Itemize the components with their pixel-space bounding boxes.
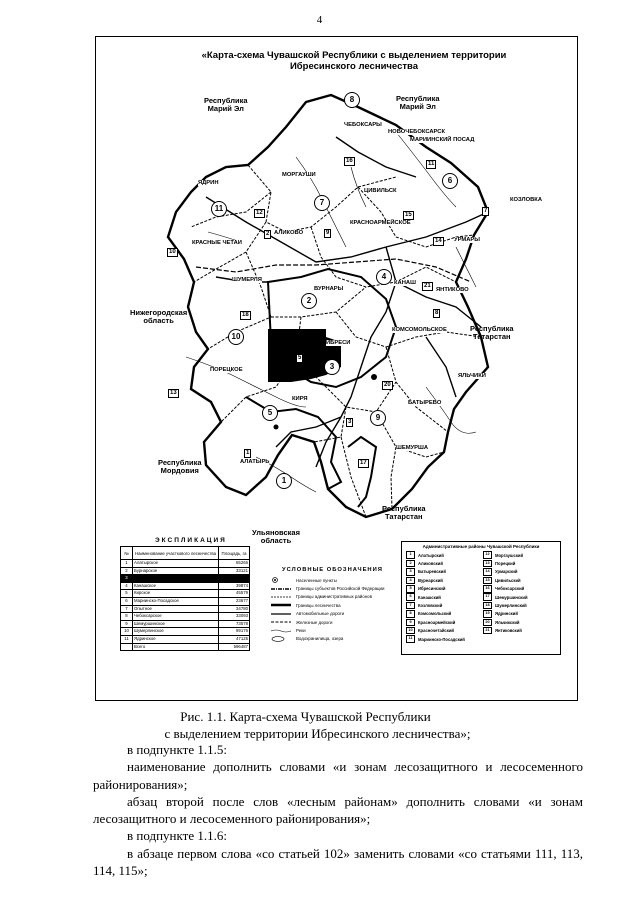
explication-cell-area: 33121 <box>219 567 250 575</box>
explication-row <box>121 597 250 605</box>
paragraph: наименование дополнить словами «и зонам лесозащитного и лесосеменного районирования»; <box>93 759 583 792</box>
explication-cell-name: Мариинско-Посадское <box>133 597 219 605</box>
explication-cell-n: 11 <box>121 635 133 643</box>
town-batyrevo: БАТЫРЕВО <box>408 400 442 406</box>
town-krasnye-chetai: КРАСНЫЕ ЧЕТАИ <box>192 240 242 246</box>
republic-border <box>168 95 488 517</box>
explication-cell-n: 2 <box>121 567 133 575</box>
col-name: Наименование участкового лесничества <box>133 547 219 560</box>
district-number-21: 21 <box>424 283 431 289</box>
district-number-10: 10 <box>169 249 176 255</box>
paragraph: в подпункте 1.1.5: <box>127 742 227 757</box>
explication-cell-n: 9 <box>121 620 133 628</box>
district-item <box>483 601 556 609</box>
district-item <box>483 593 556 601</box>
district-name: Чебоксарский <box>495 586 525 592</box>
district-item <box>406 576 479 584</box>
region-mordovia: Республика Мордовия <box>158 458 202 475</box>
district-number-5: 5 <box>298 355 302 361</box>
district-name: Урмарский <box>495 569 518 575</box>
district-number: 10 <box>406 627 415 635</box>
col-no: № <box>121 547 133 560</box>
district-item <box>406 585 479 593</box>
forestry-number-11: 11 <box>211 201 227 217</box>
district-item <box>406 551 479 559</box>
district-name: Янтиковский <box>495 628 522 634</box>
explication-row <box>121 620 250 628</box>
town-krasnoarmeyskoe: КРАСНОАРМЕЙСКОЕ <box>350 220 411 226</box>
caption-line2: с выделением территории Ибресинского лесничества»; <box>164 726 471 741</box>
paragraph: абзац второй после слов «лесным районам» дополнить словами «и зонам лесозащитного и лесосеменного районирования»; <box>93 793 583 827</box>
district-number-17: 17 <box>360 460 367 466</box>
town-shumerlya: ШУМЕРЛЯ <box>232 277 262 283</box>
town-ibresi: ИБРЕСИ <box>326 340 351 346</box>
district-number: 20 <box>483 619 492 627</box>
explication-cell-name: Бурнарское <box>133 567 219 575</box>
district-name: Красночетайский <box>418 628 454 634</box>
explication-cell-name: Кирское <box>133 590 219 598</box>
town-yadrin: ЯДРИН <box>198 180 219 186</box>
explication-row <box>121 613 250 621</box>
district-number: 6 <box>406 593 415 601</box>
legend-item: Водохранилища, озера <box>270 635 410 643</box>
district-number: 18 <box>483 602 492 610</box>
town-morgaushi: МОРГАУШИ <box>282 172 316 178</box>
town-alatyr: АЛАТЫРЬ <box>240 459 270 465</box>
district-number: 14 <box>483 568 492 576</box>
region-tatarstan-bottom: Республика Татарстан <box>382 504 426 521</box>
district-number-7: 7 <box>484 208 488 214</box>
district-number: 21 <box>483 627 492 635</box>
explication-cell-area: 39874 <box>219 582 250 590</box>
forestry-number-10: 10 <box>228 329 244 345</box>
explication-cell-n <box>121 643 133 651</box>
district-item <box>406 635 479 643</box>
district-name: Канашский <box>418 594 441 600</box>
explication-cell-name: Чебоксарское <box>133 613 219 621</box>
forestry-number-7: 7 <box>314 195 330 211</box>
explication-row <box>121 628 250 636</box>
district-item <box>406 601 479 609</box>
district-number-13: 13 <box>170 390 177 396</box>
district-number-9: 9 <box>326 230 330 236</box>
district-item <box>406 568 479 576</box>
district-item <box>483 610 556 618</box>
explication-cell-name: Шемуршинское <box>133 620 219 628</box>
district-name: Комсомольский <box>418 611 452 617</box>
district-number: 13 <box>483 560 492 568</box>
region-ulyanovsk: Ульяновская область <box>252 528 300 545</box>
explication-cell-area: 596487 <box>219 643 250 651</box>
district-number-1: 1 <box>246 450 250 456</box>
district-number: 15 <box>483 577 492 585</box>
district-number-16: 16 <box>346 158 353 164</box>
town-yalchiki: ЯЛЬЧИКИ <box>458 373 486 379</box>
district-item <box>406 559 479 567</box>
district-item <box>483 576 556 584</box>
forestry-number-3: 3 <box>324 359 340 375</box>
town-kozlovka: КОЗЛОВКА <box>510 197 543 203</box>
explication-table <box>120 537 250 651</box>
explication-cell-n: 3 <box>121 575 133 583</box>
forestry-number-4: 4 <box>376 269 392 285</box>
town-yantikovo: ЯНТИКОВО <box>436 287 469 293</box>
forestry-number-2: 2 <box>301 293 317 309</box>
district-number-8: 8 <box>435 310 439 316</box>
district-name: Красноармейский <box>418 619 456 625</box>
explication-cell-n: 1 <box>121 560 133 568</box>
figure-caption <box>0 708 639 742</box>
district-name: Вурнарский <box>418 577 443 583</box>
explication-cell-area: 99176 <box>219 628 250 636</box>
forestry-number-8: 8 <box>344 92 360 108</box>
explication-cell-area <box>219 575 250 583</box>
district-number-14: 14 <box>435 238 442 244</box>
district-item <box>483 551 556 559</box>
district-name: Батыревский <box>418 569 446 575</box>
page-number: 4 <box>316 14 323 26</box>
district-number-18: 18 <box>242 312 249 318</box>
town-cheboksary: ЧЕБОКСАРЫ <box>344 122 382 128</box>
district-number-20: 20 <box>384 382 391 388</box>
town-novocheboksarsk: НОВОЧЕБОКСАРСК <box>388 129 445 135</box>
district-number-2: 2 <box>266 231 270 237</box>
forestry-number-5: 5 <box>262 405 278 421</box>
forestry-number-6: 6 <box>442 173 458 189</box>
explication-cell-name: Алатырское <box>133 560 219 568</box>
explication-row <box>121 635 250 643</box>
explication-cell-name: Опытное <box>133 605 219 613</box>
district-number: 12 <box>483 551 492 559</box>
map-title-line1: «Карта-схема Чувашской Республики с выделением территории <box>201 50 507 61</box>
town-komsomolskoe: КОМСОМОЛЬСКОЕ <box>392 327 447 333</box>
town-poretskoe: ПОРЕЦКОЕ <box>210 367 243 373</box>
district-number: 16 <box>483 585 492 593</box>
district-number: 7 <box>406 602 415 610</box>
district-number-11: 11 <box>428 161 435 167</box>
town-tsivilsk: ЦИВИЛЬСК <box>364 188 397 194</box>
district-name: Моргаушский <box>495 552 524 558</box>
district-number-15: 15 <box>405 212 412 218</box>
explication-cell-n: 7 <box>121 605 133 613</box>
district-name: Алатырский <box>418 552 444 558</box>
district-number: 8 <box>406 610 415 618</box>
explication-cell-n: 10 <box>121 628 133 636</box>
legend-item: Автомобильные дороги <box>296 611 345 617</box>
district-name: Аликовский <box>418 561 443 567</box>
explication-cell-name <box>133 575 219 583</box>
legend-item: Реки <box>270 626 410 634</box>
town-mariinsky-posad: МАРИИНСКИЙ ПОСАД <box>410 137 475 143</box>
district-item <box>406 610 479 618</box>
explication-row <box>121 575 250 583</box>
district-item <box>483 627 556 635</box>
district-number: 9 <box>406 619 415 627</box>
district-name: Яльчикский <box>495 619 520 625</box>
district-name: Ибресинский <box>418 586 446 592</box>
legend-title: УСЛОВНЫЕ ОБОЗНАЧЕНИЯ <box>282 567 383 573</box>
explication-cell-area: 65266 <box>219 560 250 568</box>
district-item <box>406 593 479 601</box>
district-name: Порецкий <box>495 561 516 567</box>
explication-cell-name: Ядринское <box>133 635 219 643</box>
map-title-line2: Ибресинского лесничества <box>289 61 419 72</box>
explication-row <box>121 560 250 568</box>
paragraph: в подпункте 1.1.6: <box>127 828 227 844</box>
explication-cell-area: 34780 <box>219 605 250 613</box>
district-name: Шемуршинский <box>495 594 528 600</box>
districts-title: Административные районы Чувашской Республики <box>422 544 540 549</box>
district-item <box>483 585 556 593</box>
district-name: Цивильский <box>495 577 521 583</box>
paragraph: в абзаце первом слова «со статьей 102» заменить словами «со статьями 111, 113, 114, 115»; <box>93 845 583 879</box>
document-body <box>93 741 583 879</box>
explication-cell-area: 47125 <box>219 635 250 643</box>
district-name: Ядринский <box>495 611 518 617</box>
explication-row <box>121 590 250 598</box>
district-item <box>483 635 556 643</box>
district-number: 3 <box>406 568 415 576</box>
district-name: Мариинско-Посадский <box>418 636 465 642</box>
explication-cell-area: 73578 <box>219 620 250 628</box>
district-number: 5 <box>406 585 415 593</box>
explication-cell-n: 6 <box>121 597 133 605</box>
explication-cell-name: Шумерлинское <box>133 628 219 636</box>
district-number: 2 <box>406 560 415 568</box>
explication-cell-n: 4 <box>121 582 133 590</box>
region-mari-el-right: Республика Марий Эл <box>396 94 440 111</box>
explication-row <box>121 643 250 651</box>
explication-row <box>121 567 250 575</box>
explication-row <box>121 582 250 590</box>
district-number: 19 <box>483 610 492 618</box>
town-alikovo: АЛИКОВО <box>274 230 304 236</box>
region-nizhny: Нижегородская область <box>130 308 188 325</box>
region-tatarstan-right: Республика Татарстан <box>470 324 514 341</box>
district-name: Шумерлинский <box>495 603 527 609</box>
explication-row <box>121 605 250 613</box>
explication-title: ЭКСПЛИКАЦИЯ <box>155 537 227 544</box>
district-item <box>406 618 479 626</box>
explication-cell-area: 33093 <box>219 613 250 621</box>
district-item <box>483 559 556 567</box>
explication-cell-name: Всего <box>133 643 219 651</box>
legend-item: Железные дороги <box>296 619 333 625</box>
col-area: Площадь, га <box>219 547 250 560</box>
legend-item: Границы лесничества <box>296 602 341 608</box>
town-kirya: КИРЯ <box>292 396 308 402</box>
explication-cell-area: 45579 <box>219 590 250 598</box>
district-number: 1 <box>406 551 415 559</box>
map-legend <box>270 567 410 643</box>
explication-cell-n: 8 <box>121 613 133 621</box>
district-item <box>483 618 556 626</box>
town-vurnary: ВУРНАРЫ <box>314 286 344 292</box>
district-number: 4 <box>406 577 415 585</box>
town-kanash: КАНАШ <box>394 280 416 286</box>
district-number-3: 3 <box>348 419 352 425</box>
forestry-number-9: 9 <box>370 410 386 426</box>
town-shemursha: ШЕМУРША <box>396 445 429 451</box>
explication-cell-name: Канашское <box>133 582 219 590</box>
map-figure <box>95 36 578 701</box>
region-mari-el-left: Республика Марий Эл <box>204 96 248 113</box>
district-item <box>483 568 556 576</box>
legend-item: Населенные пункты <box>270 576 410 584</box>
town-urmary: УРМАРЫ <box>454 237 480 243</box>
district-name: Козловский <box>418 603 443 609</box>
caption-line1: Рис. 1.1. Карта-схема Чувашской Республики <box>180 709 431 724</box>
district-number: 17 <box>483 593 492 601</box>
explication-cell-n: 5 <box>121 590 133 598</box>
forestry-number-1: 1 <box>276 473 292 489</box>
legend-item: Границы административных районов <box>296 594 372 600</box>
districts-box <box>401 541 561 655</box>
district-number-12: 12 <box>256 210 263 216</box>
district-item <box>406 627 479 635</box>
explication-cell-area: 23677 <box>219 597 250 605</box>
district-number: 11 <box>406 635 415 643</box>
legend-item: Границы субъектов Российской Федерации <box>296 586 385 592</box>
